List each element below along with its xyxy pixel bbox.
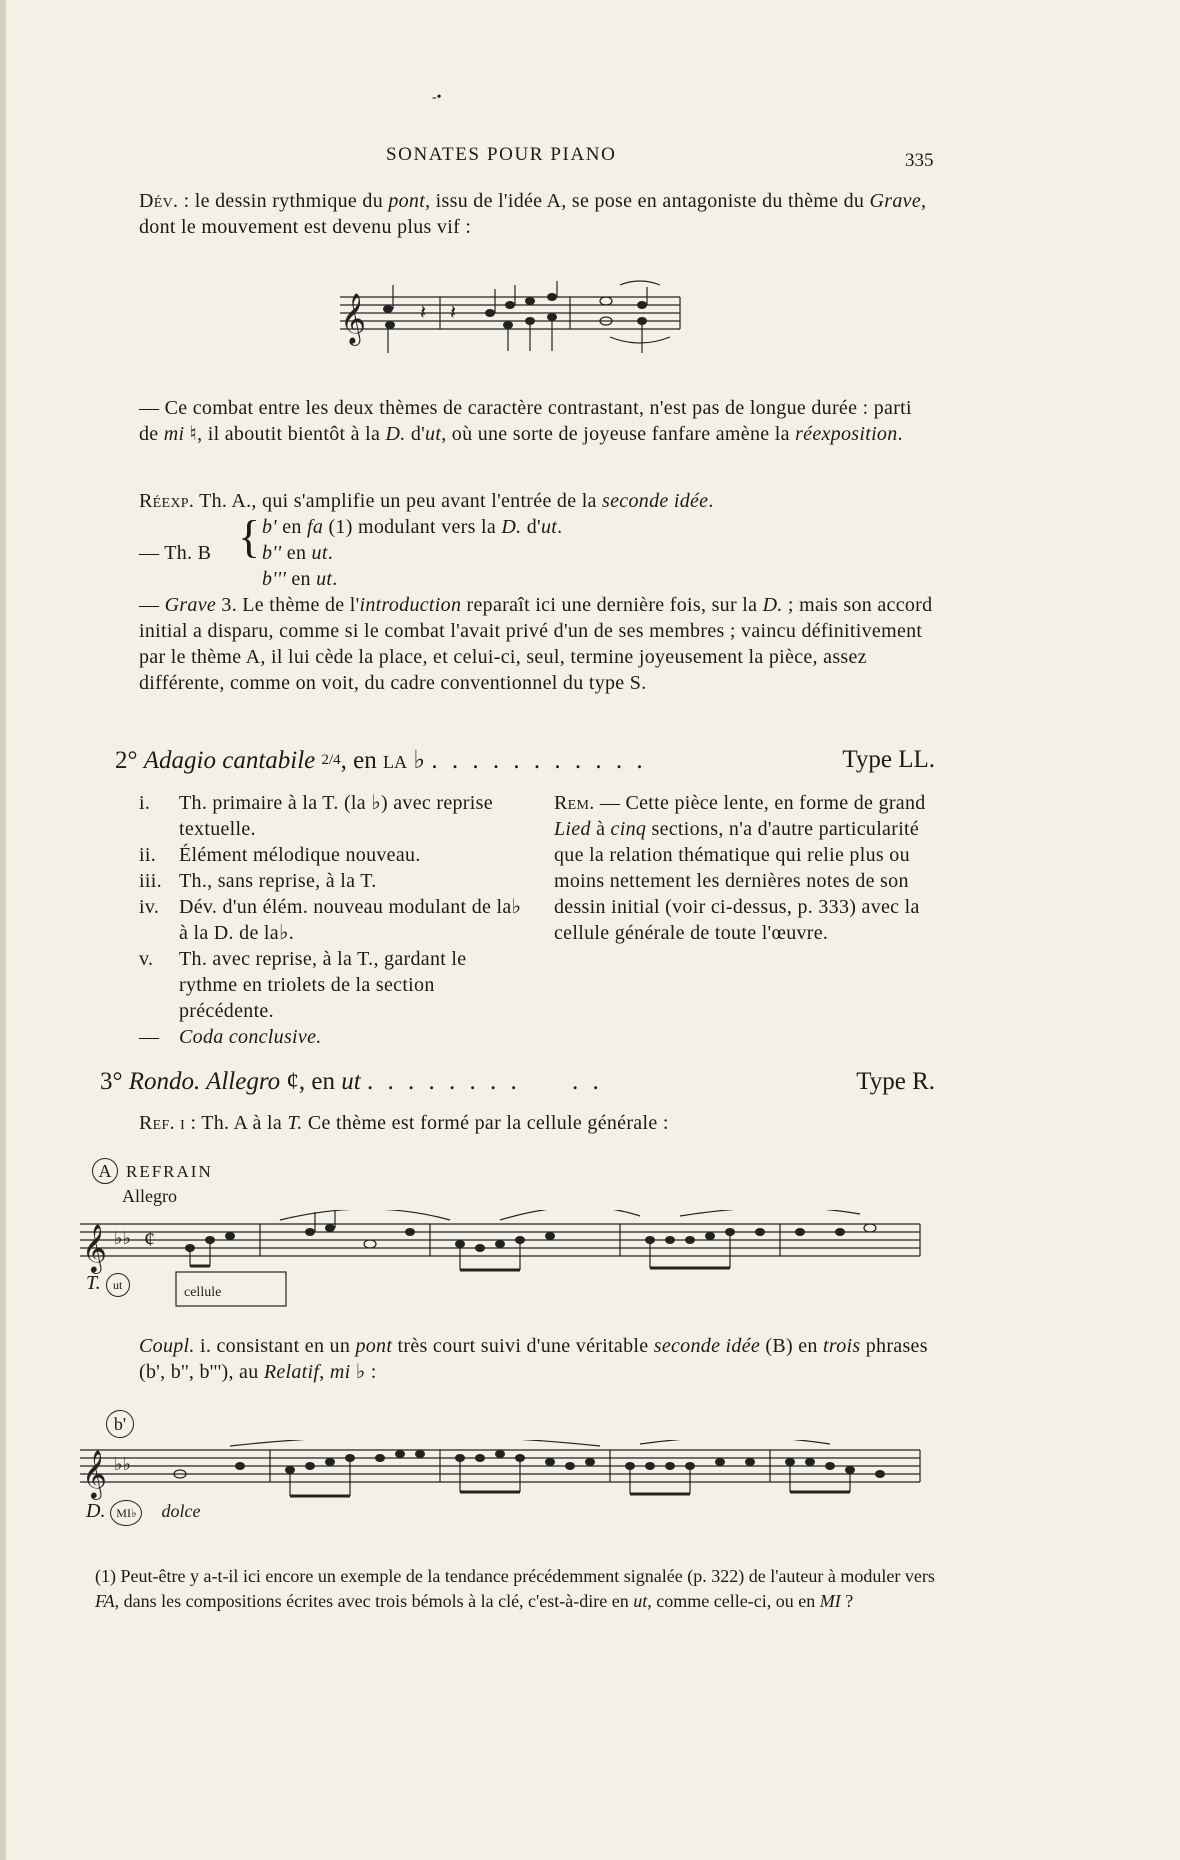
- rondo-type: Type R.: [856, 1068, 935, 1095]
- dominant-label: D. MI♭ dolce: [86, 1500, 200, 1526]
- dev-paragraph: Dév. : le dessin rythmique du pont, issu de l'idée A, se pose en antagoniste du thème du Grave, dont le mouvement est devenu plus vif :: [139, 190, 927, 238]
- reexp-b1: b' en fa (1) modulant vers la D. d'ut.: [262, 516, 563, 538]
- music-example-2: [80, 1210, 930, 1310]
- music-example-3: [80, 1440, 930, 1510]
- brace: {: [238, 511, 261, 562]
- rondo-heading: 3° Rondo. Allegro ¢, en ut . . . . . . . . . . Type R.: [100, 1066, 935, 1098]
- svg-text:♭♭: ♭♭: [114, 1228, 131, 1248]
- grave3-paragraph: — Grave 3. Le thème de l'introduction reparaît ici une dernière fois, sur la D. ; mais son accord initial a disparu, comme si le combat l'avait privé d'un de ses membres ; vaincu définitivement par le thème A, il lui cède la place, et celui-ci, seul, termine joyeusement la pièce, assez différente, comme on voit, du cadre conventionnel du type S.: [139, 594, 933, 694]
- music-circle-b: b': [106, 1410, 134, 1438]
- svg-text:cellule: cellule: [184, 1285, 222, 1300]
- page-mark: -•: [432, 90, 442, 105]
- svg-text:𝄞: 𝄞: [82, 1223, 107, 1272]
- svg-text:𝄽: 𝄽: [420, 302, 427, 324]
- svg-text:𝄞: 𝄞: [82, 1449, 107, 1498]
- list-item: iv. Dév. d'un élém. nouveau modulant de la♭ à la D. de la♭.: [139, 896, 522, 944]
- list-item: ii. Élément mélodique nouveau.: [139, 844, 421, 866]
- adagio-heading: 2° Adagio cantabile 2/4, en la ♭ . . . . . . . . . . . Type LL.: [115, 746, 935, 774]
- footnote: (1) Peut-être y a-t-il ici encore un exemple de la tendance précédemment signalée (p. 322) de l'auteur à moduler vers FA, dans les compositions écrites avec trois bémols à la clé, c'est-à-dire en ut, comme celle-ci, ou en MI ?: [95, 1566, 935, 1611]
- svg-text:¢: ¢: [144, 1226, 155, 1251]
- rem-paragraph: Rem. — Cette pièce lente, en forme de grand Lied à cinq sections, n'a d'autre particularité que la relation thématique qui relie plus ou moins nettement les dernières notes de son dessin initial (voir ci-dessus, p. 333) avec la cellule générale de toute l'œuvre.: [554, 792, 926, 944]
- reexp-line: Réexp. Th. A., qui s'amplifie un peu avant l'entrée de la seconde idée.: [139, 490, 714, 512]
- dev-label: Dév.: [139, 190, 179, 212]
- music-example-1: [330, 275, 690, 365]
- svg-text:♭♭: ♭♭: [114, 1454, 131, 1474]
- svg-text:𝄞: 𝄞: [340, 293, 367, 344]
- music-circle-a: A REFRAIN: [92, 1158, 213, 1184]
- list-item: i. Th. primaire à la T. (la ♭) avec reprise textuelle.: [139, 792, 493, 840]
- coupl-paragraph: Coupl. i. consistant en un pont très court suivi d'une véritable seconde idée (B) en trois phrases (b', b'', b'''), au Relatif, mi ♭ :: [139, 1335, 928, 1383]
- page-edge: [0, 0, 6, 1860]
- adagio-sections-list: [139, 790, 529, 1050]
- reexp-label: Réexp.: [139, 490, 195, 512]
- list-item: v. Th. avec reprise, à la T., gardant le rythme en triolets de la section précédente.: [139, 948, 467, 1022]
- list-item: — Coda conclusive.: [139, 1026, 322, 1048]
- list-item: iii. Th., sans reprise, à la T.: [139, 870, 377, 892]
- page-number: 335: [905, 150, 934, 171]
- th-b-label: — Th. B: [139, 542, 212, 564]
- tonic-label: T. ut: [86, 1272, 130, 1297]
- adagio-type: Type LL.: [842, 746, 935, 773]
- reexp-b2: b'' en ut.: [262, 542, 334, 564]
- svg-text:𝄽: 𝄽: [450, 302, 457, 324]
- running-head: SONATES POUR PIANO: [386, 144, 617, 165]
- reexp-b3: b''' en ut.: [262, 568, 338, 590]
- combat-paragraph: — Ce combat entre les deux thèmes de caractère contrastant, n'est pas de longue durée : parti de mi ♮, il aboutit bientôt à la D. d'ut, où une sorte de joyeuse fanfare amène la réexposition.: [139, 397, 912, 445]
- ref-line: Ref. i : Th. A à la T. Ce thème est formé par la cellule générale :: [139, 1112, 669, 1134]
- tempo-marking: Allegro: [122, 1186, 177, 1206]
